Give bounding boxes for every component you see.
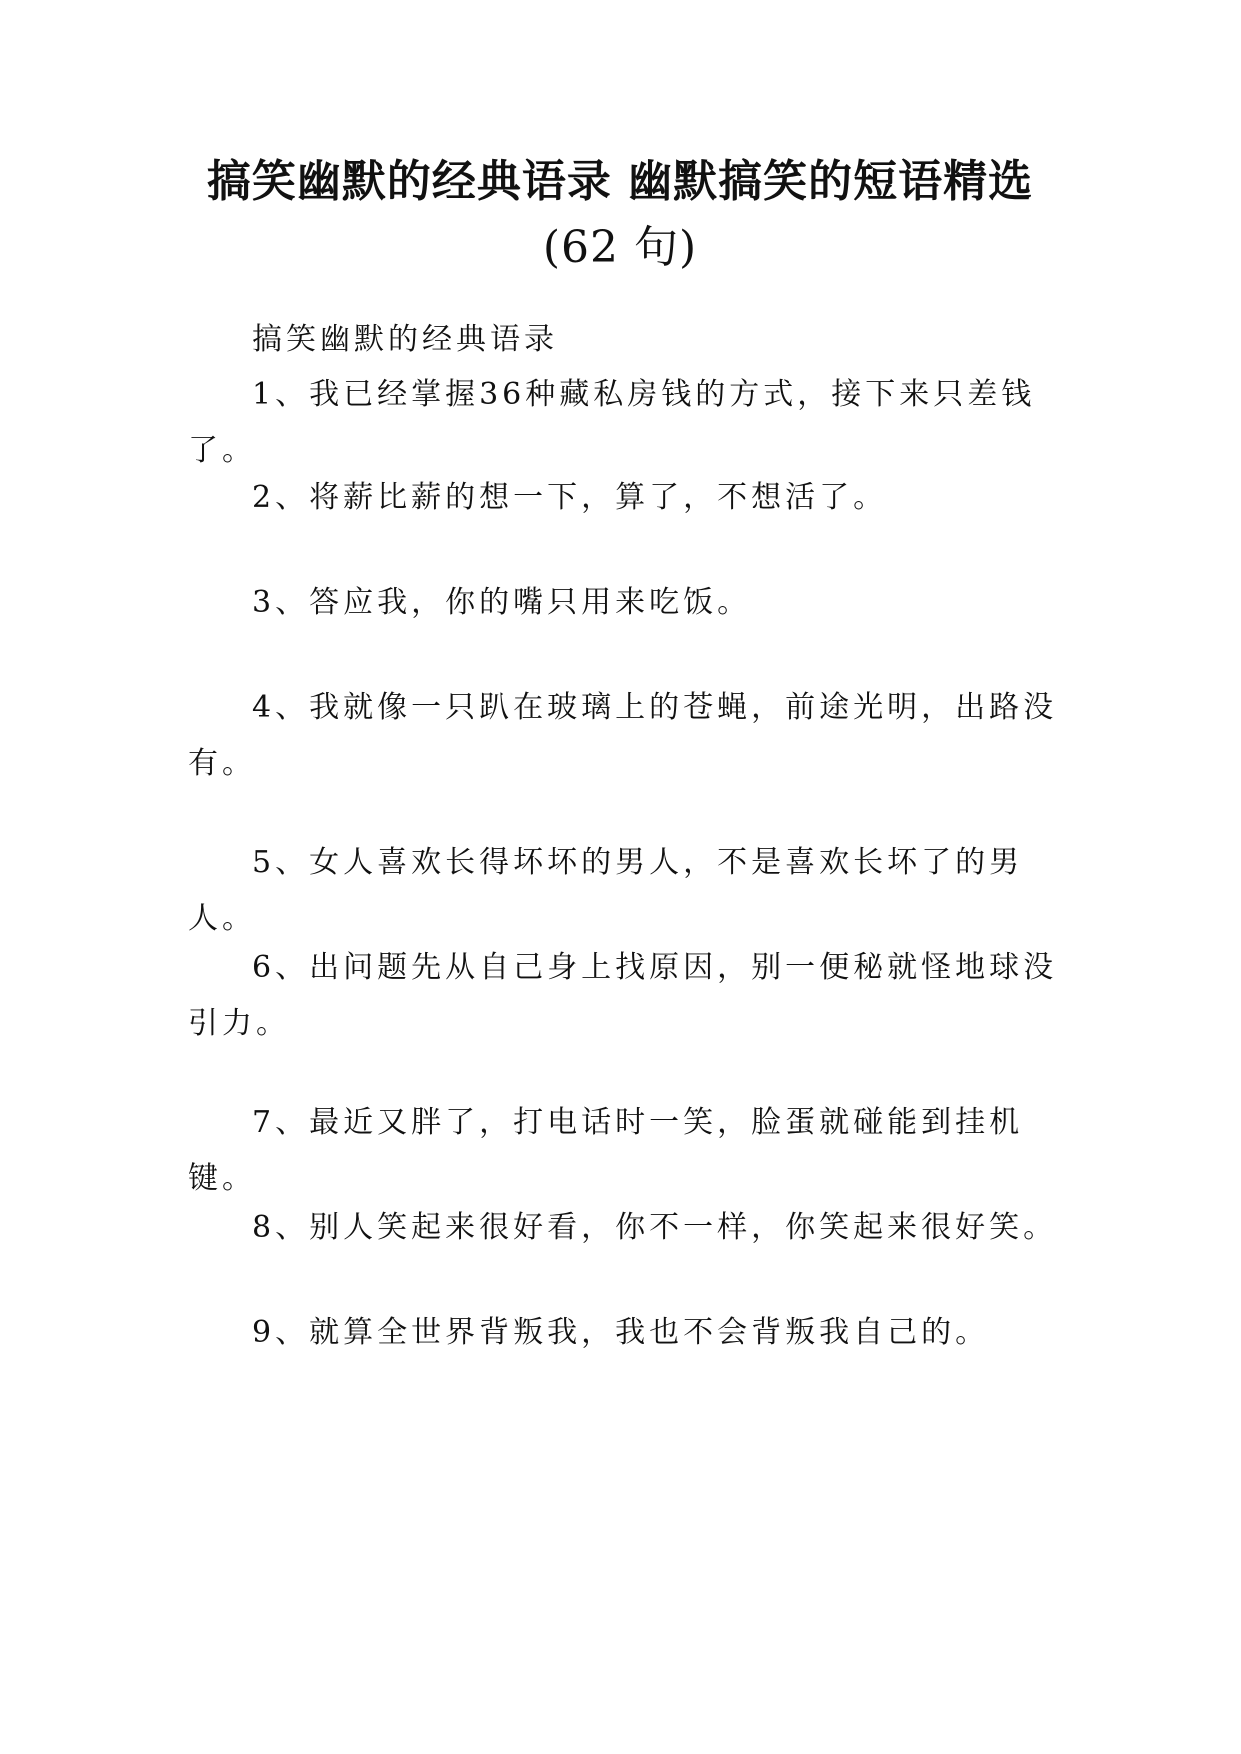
document-title: 搞笑幽默的经典语录 幽默搞笑的短语精选: [206, 156, 1034, 207]
list-item: 6、出问题先从自己身上找原因，别一便秘就怪地球没引力。: [188, 950, 1058, 1041]
list-item: 2、将薪比薪的想一下，算了，不想活了。: [252, 480, 888, 515]
document-title-count: (62 句): [542, 222, 698, 273]
list-item: 8、别人笑起来很好看，你不一样，你笑起来很好笑。: [252, 1210, 1058, 1245]
list-item: 4、我就像一只趴在玻璃上的苍蝇，前途光明，出路没有。: [188, 690, 1058, 781]
list-item: 7、最近又胖了，打电话时一笑，脸蛋就碰能到挂机键。: [188, 1105, 1024, 1196]
list-item: 3、答应我，你的嘴只用来吃饭。: [252, 585, 752, 620]
section-heading: 搞笑幽默的经典语录: [252, 322, 558, 357]
list-item: 5、女人喜欢长得坏坏的男人，不是喜欢长坏了的男人。: [188, 845, 1024, 936]
list-item: 1、我已经掌握36种藏私房钱的方式，接下来只差钱了。: [188, 377, 1036, 468]
list-item: 9、就算全世界背叛我，我也不会背叛我自己的。: [252, 1315, 990, 1350]
